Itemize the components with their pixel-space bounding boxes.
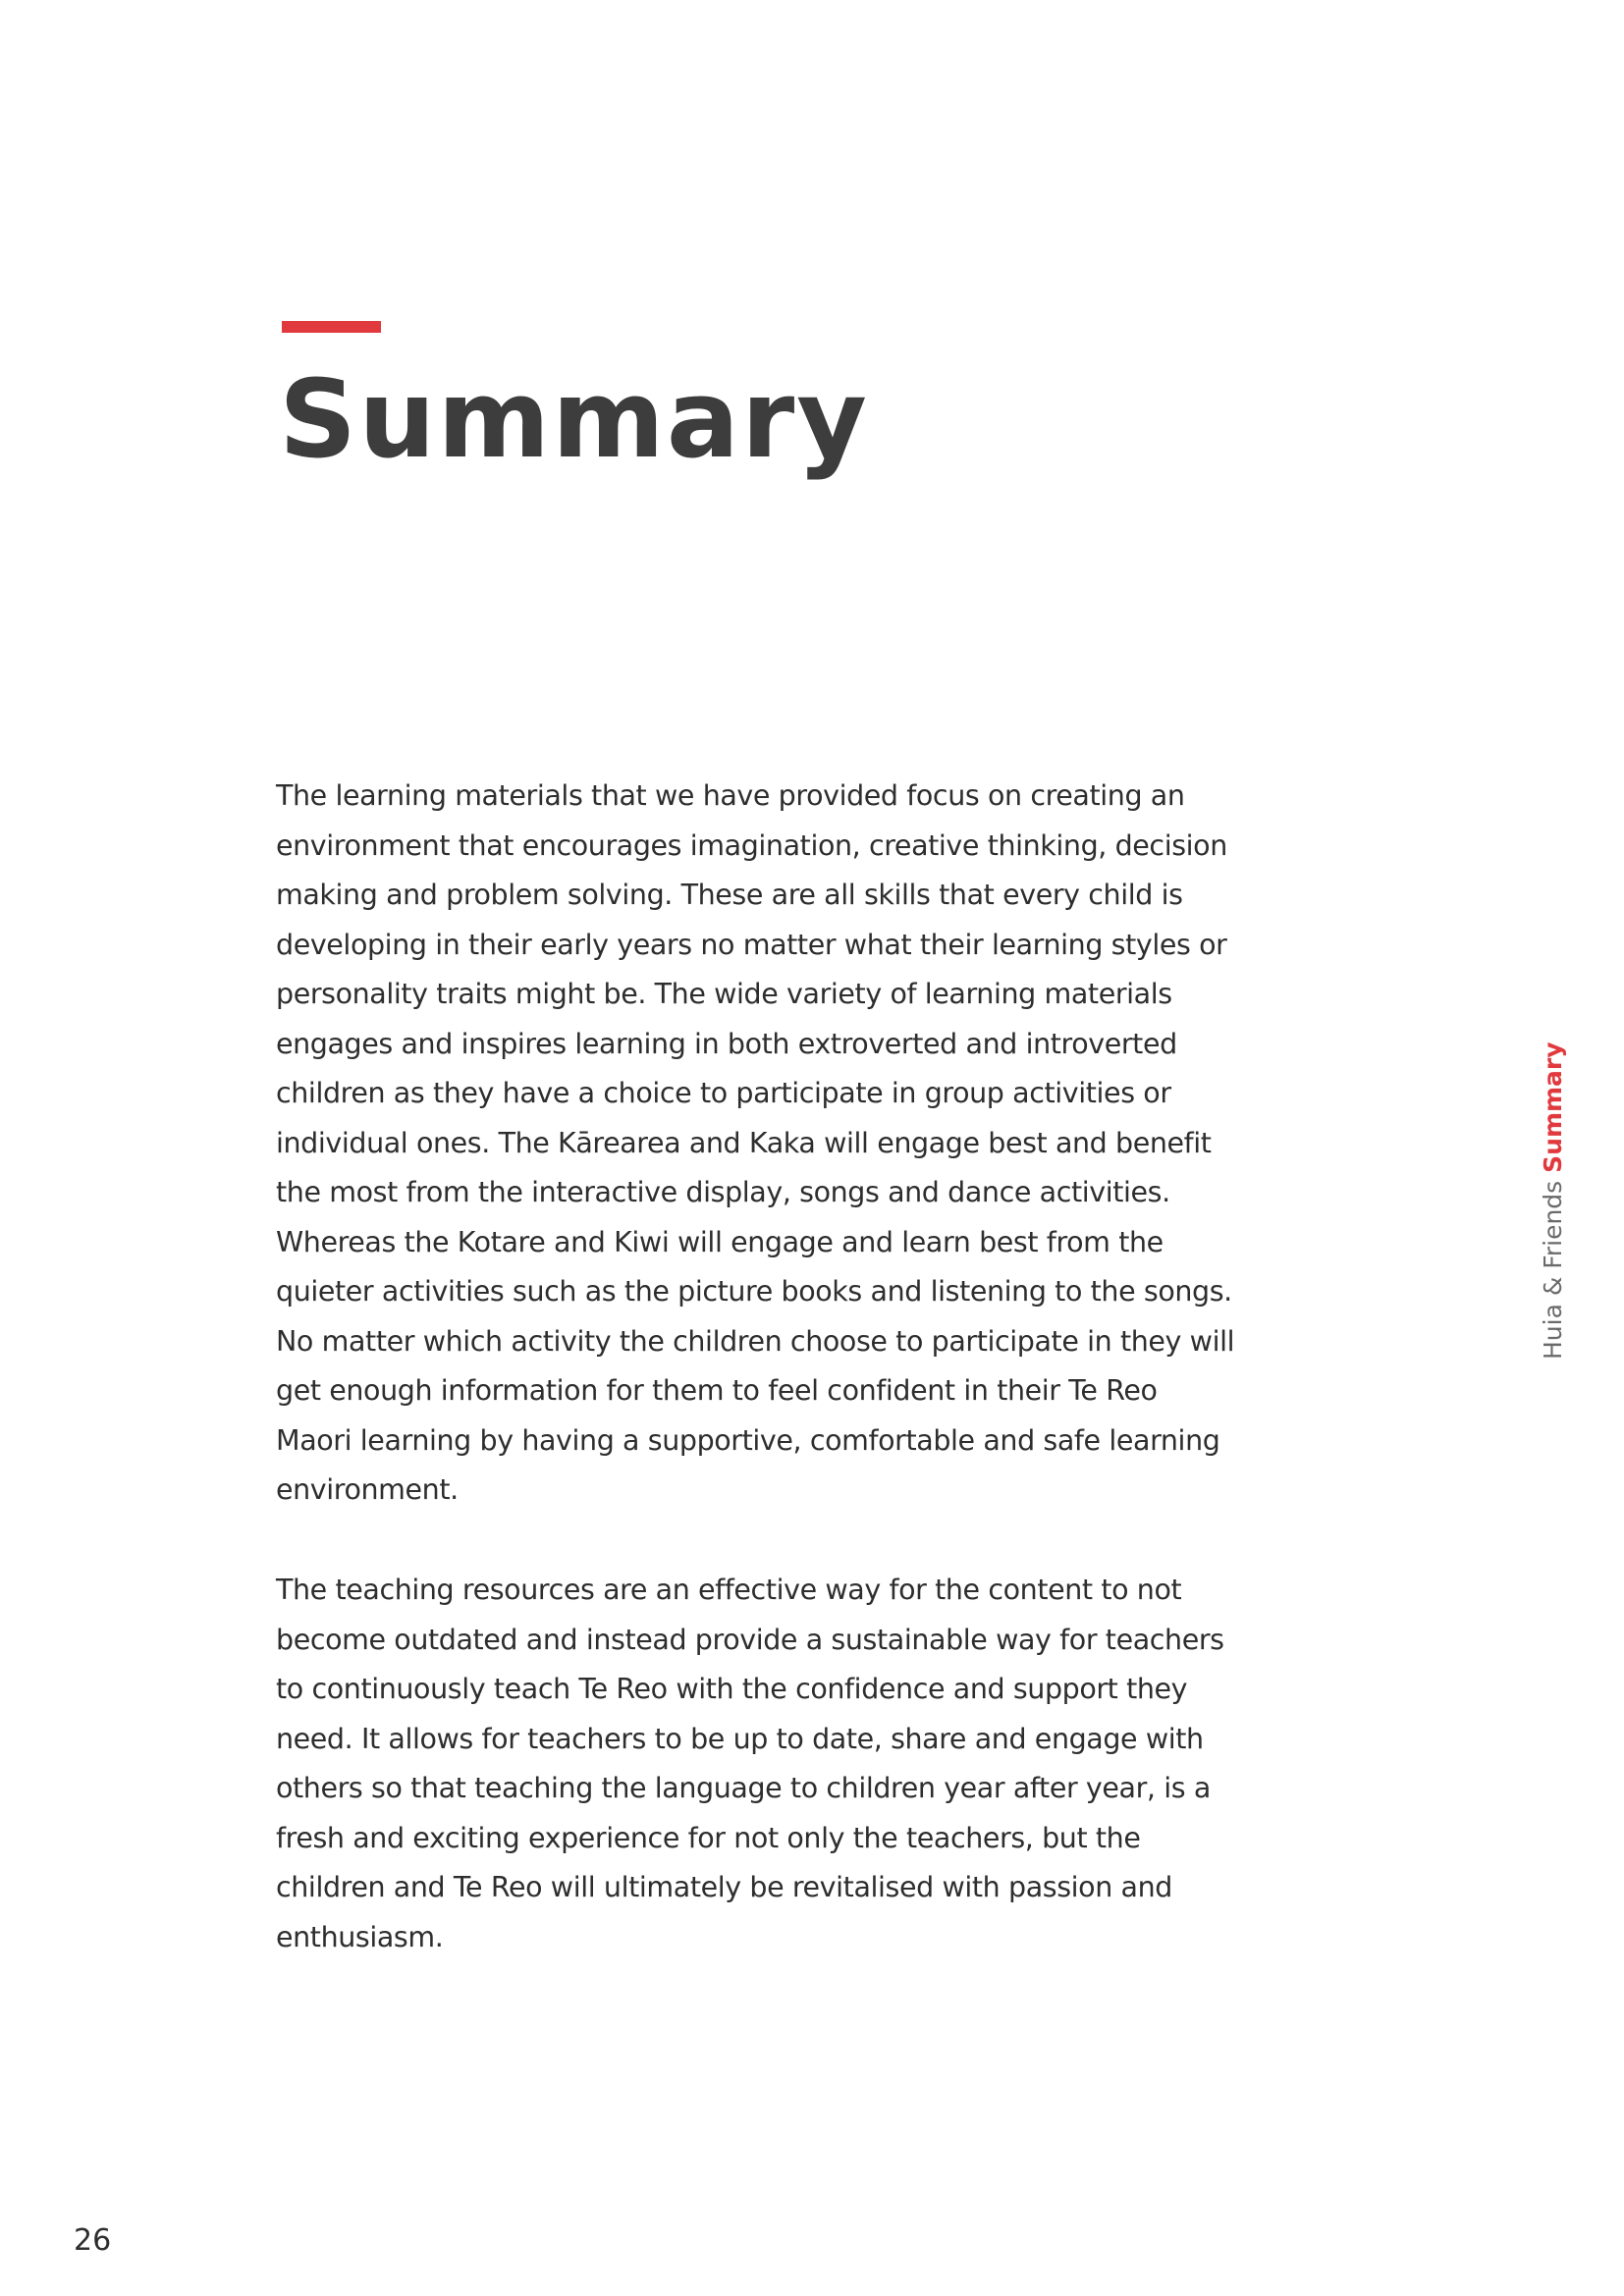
page-number: 26 (74, 2223, 112, 2258)
running-header-series: Huia & Friends (1539, 1180, 1567, 1360)
body-paragraph-2: The teaching resources are an effective way for the content to not become outdated and instead provide a sustainable way for teachers to continuously teach Te Reo with the confidence and support they need. It allows for teachers to be up to date, share and engage with others so that teaching the language to children year after year, is a fresh and exciting experience for not only the teachers, but the children and Te Reo will ultimately be revitalised with passion and enthusiasm. (276, 1574, 1224, 1953)
running-header-section: Summary (1539, 1041, 1567, 1173)
page-title: Summary (279, 356, 869, 482)
title-accent-bar (282, 321, 381, 333)
body-paragraph-1: The learning materials that we have provided focus on creating an environment that encourages imagination, creative thinking, decision making and problem solving. These are all skills that every child is developing in their early years no matter what their learning styles or personality traits might be. The wide variety of learning materials engages and inspires learning in both extroverted and introverted children as they have a choice to participate in group activities or individual ones. The Kārearea and Kaka will engage best and benefit the most from the interactive display, songs and dance activities. Whereas the Kotare and Kiwi will engage and learn best from the quieter activities such as the picture books and listening to the songs. No matter which activity the children choose to participate in they will get enough information for them to feel confident in their Te Reo Maori learning by having a supportive, comfortable and safe learning environment. (276, 779, 1235, 1506)
running-header (1539, 1041, 1568, 1360)
